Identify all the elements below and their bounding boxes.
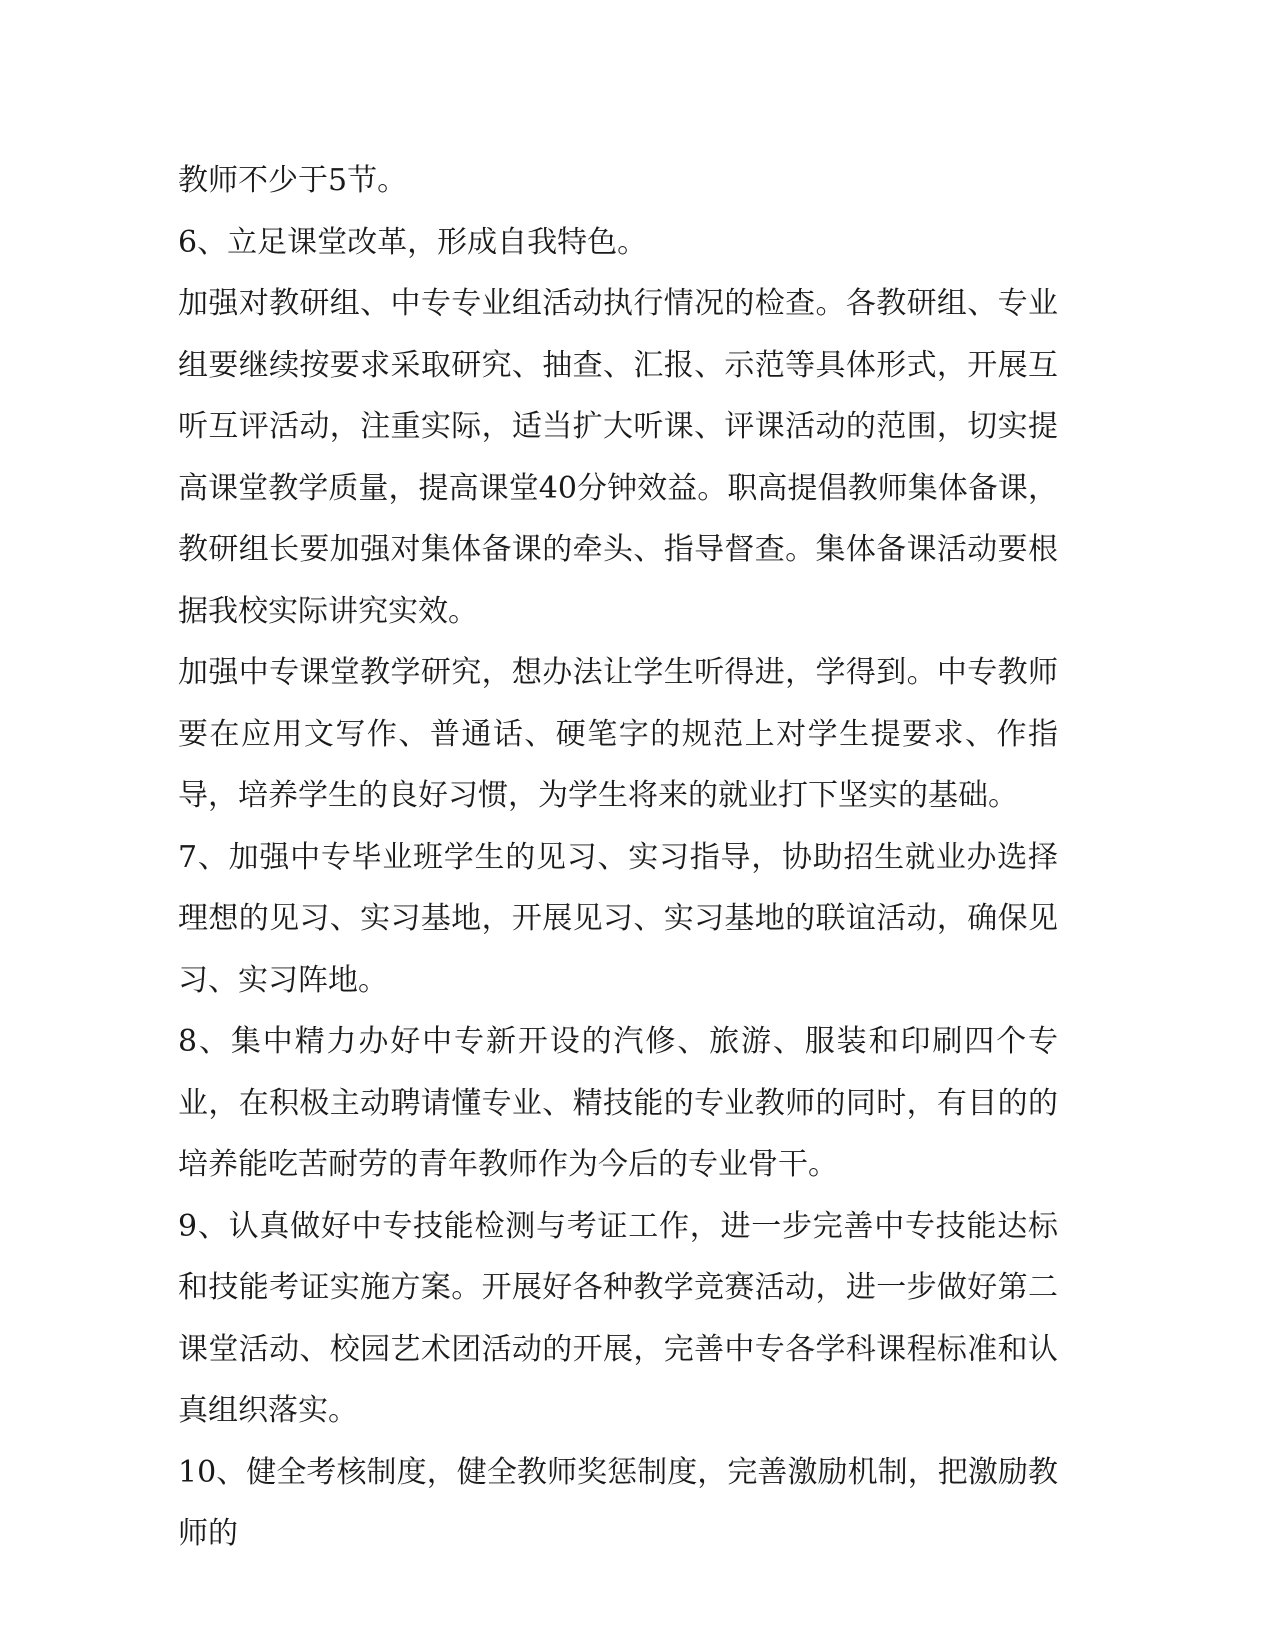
paragraph: 7、加强中专毕业班学生的见习、实习指导，协助招生就业办选择理想的见习、实习基地，开展见习、实习基地的联谊活动，确保见习、实习阵地。	[178, 839, 1058, 998]
paragraph: 9、认真做好中专技能检测与考证工作，进一步完善中专技能达标和技能考证实施方案。开展好各种教学竞赛活动，进一步做好第二课堂活动、校园艺术团活动的开展，完善中专各学科课程标准和认真组织落实。	[178, 1208, 1058, 1428]
paragraph: 教师不少于5节。	[178, 163, 408, 198]
document-body	[178, 150, 1058, 1565]
paragraph: 加强中专课堂教学研究，想办法让学生听得进，学得到。中专教师要在应用文写作、普通话、硬笔字的规范上对学生提要求、作指导，培养学生的良好习惯，为学生将来的就业打下坚实的基础。	[178, 655, 1058, 813]
paragraph: 加强对教研组、中专专业组活动执行情况的检查。各教研组、专业组要继续按要求采取研究、抽查、汇报、示范等具体形式，开展互听互评活动，注重实际，适当扩大听课、评课活动的范围，切实提高课堂教学质量，提高课堂40分钟效益。职高提倡教师集体备课，教研组长要加强对集体备课的牵头、指导督查。集体备课活动要根据我校实际讲究实效。	[178, 286, 1058, 629]
paragraph: 8、集中精力办好中专新开设的汽修、旅游、服装和印刷四个专业，在积极主动聘请懂专业、精技能的专业教师的同时，有目的的培养能吃苦耐劳的青年教师作为今后的专业骨干。	[178, 1024, 1058, 1182]
paragraph: 10、健全考核制度，健全教师奖惩制度，完善激励机制，把激励教师的	[178, 1454, 1058, 1551]
paragraph: 6、立足课堂改革，形成自我特色。	[178, 224, 648, 260]
